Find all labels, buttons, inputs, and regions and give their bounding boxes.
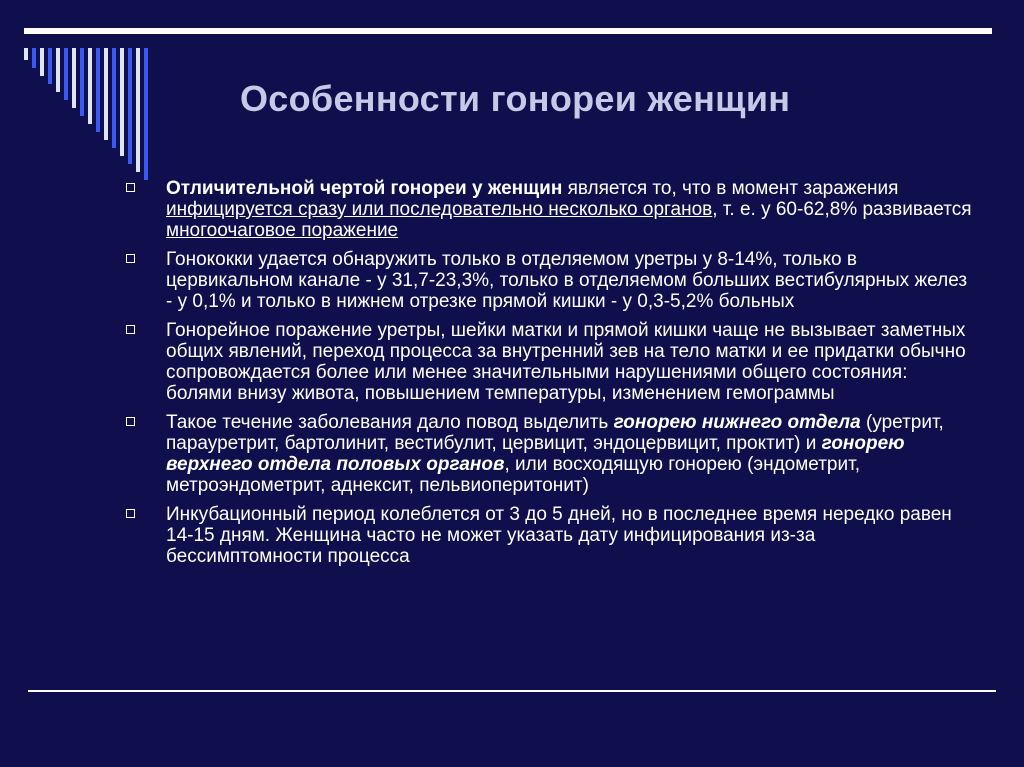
bullet-item: Отличительной чертой гонореи у женщин является то, что в момент заражения инфицируется сразу или последовательно несколько органов, т. е. у 60-62,8% развивается многоочаговое поражение [124, 178, 974, 241]
slide-title: Особенности гонореи женщин [240, 78, 791, 119]
square-bullet-icon [126, 254, 135, 263]
square-bullet-icon [126, 325, 135, 334]
bullet-item: Такое течение заболевания дало повод выделить гонорею нижнего отдела (уретрит, парауретрит, бартолинит, вестибулит, цервицит, эндоцервицит, проктит) и гонорею верхнего отдела половых органов, или восходящую гонорею (эндометрит, метроэндометрит, аднексит, пельвиоперитонит) [124, 412, 974, 496]
decorative-bar [104, 48, 108, 140]
decorative-bar [80, 48, 84, 116]
decorative-bar [24, 48, 28, 60]
top-divider-line [24, 28, 992, 34]
decorative-bar [96, 48, 100, 132]
square-bullet-icon [126, 417, 135, 426]
bullet-item: Гонококки удается обнаружить только в отделяемом уретры у 8-14%, только в цервикальном канале - у 31,7-23,3%, только в отделяемом больших вестибулярных желез - у 0,1% и только в нижнем отрезке прямой кишки - у 0,3-5,2% больных [124, 249, 974, 312]
decorative-bar [112, 48, 116, 148]
decorative-bar [120, 48, 124, 156]
decorative-bar [56, 48, 60, 92]
decorative-bar [88, 48, 92, 124]
bullet-list [124, 178, 974, 575]
decorative-bar [128, 48, 132, 164]
decorative-bar [72, 48, 76, 108]
square-bullet-icon [126, 509, 135, 518]
square-bullet-icon [126, 183, 135, 192]
decorative-bar [40, 48, 44, 76]
decorative-bar [48, 48, 52, 84]
decorative-bar [136, 48, 140, 172]
bullet-item: Гонорейное поражение уретры, шейки матки и прямой кишки чаще не вызывает заметных общих явлений, переход процесса за внутренний зев на тело матки и ее придатки обычно сопровождается более или менее значительными нарушениями общего состояния: болями внизу живота, повышением температуры, изменением гемограммы [124, 320, 974, 404]
decorative-bar [32, 48, 36, 68]
bottom-divider-line [28, 690, 996, 692]
decorative-bar [64, 48, 68, 100]
bullet-item: Инкубационный период колеблется от 3 до 5 дней, но в последнее время нередко равен 14-15 дням. Женщина часто не может указать дату инфицирования из-за бессимптомности процесса [124, 504, 974, 567]
decorative-bar [144, 48, 148, 180]
